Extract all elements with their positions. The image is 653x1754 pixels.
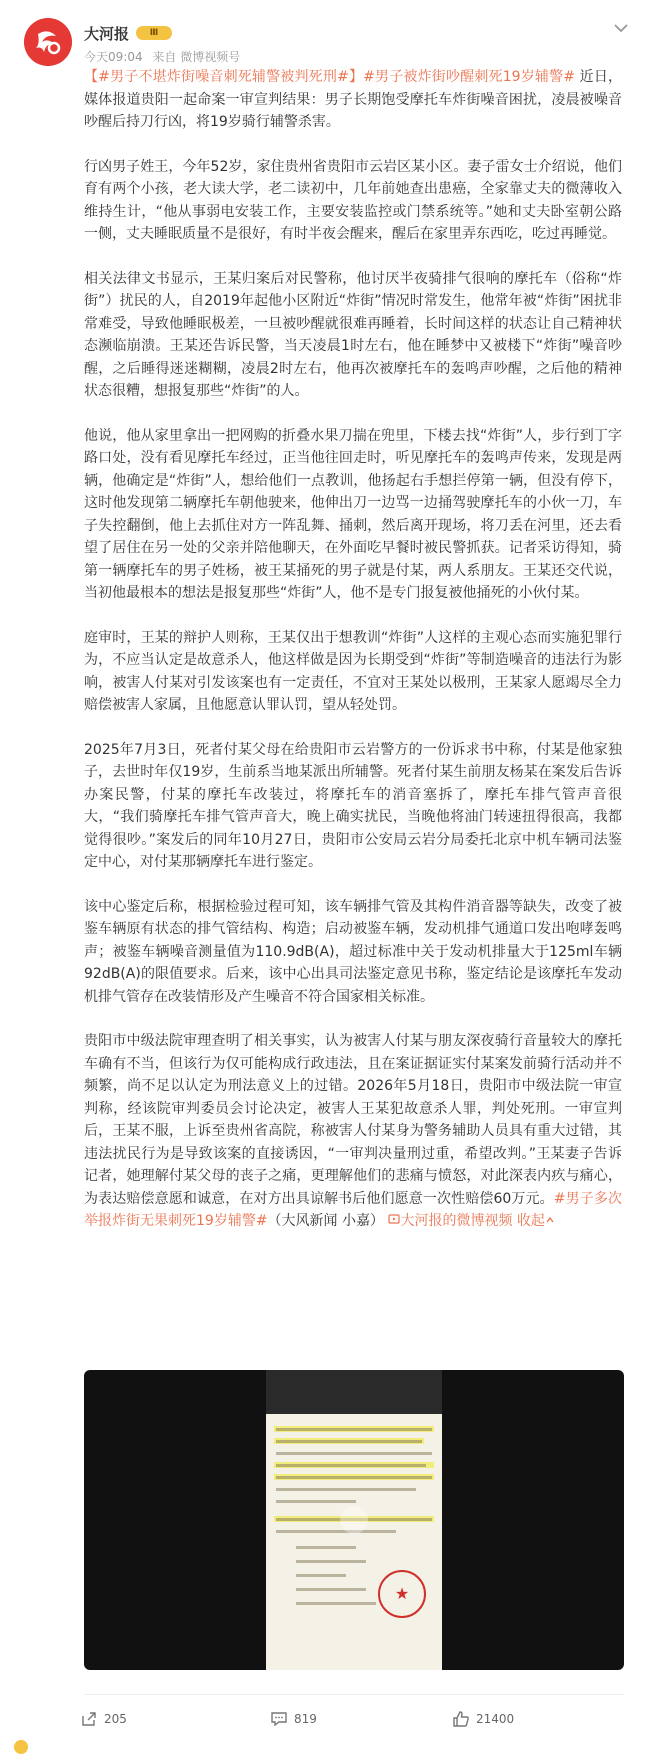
paragraph-3: 相关法律文书显示，王某归案后对民警称，他讨厌半夜骑排气很响的摩托车（俗称“炸街”）扰民的人，自2019年起他小区附近“炸街”情况时常发生，他常年被“炸街”困扰非常难受，导致他睡眠极差，一旦被吵醒就很难再睡着，长时间这样的状态让自己精神状态濒临崩溃。王某还告诉民警，当天凌晨1时左右，他在睡梦中又被楼下“炸街”噪音吵醒，之后睡得迷迷糊糊，凌晨2时左右，他再次被摩托车的轰鸣声吵醒，之后他的精神状态很糟，想报复那些“炸街”的人。: [84, 270, 622, 399]
repost-count: 205: [104, 1712, 127, 1726]
thumbs-up-icon: [452, 1710, 470, 1728]
like-button[interactable]: [452, 1701, 514, 1737]
member-badge: Ⅲ: [136, 26, 172, 40]
dahebao-logo-icon: [24, 18, 72, 66]
post-content: [84, 66, 622, 1255]
author-name[interactable]: 大河报: [84, 25, 130, 43]
like-count: 21400: [476, 1712, 515, 1726]
paragraph-4: 他说，他从家里拿出一把网购的折叠水果刀揣在兜里，下楼去找“炸街”人，步行到丁字路口处，没有看见摩托车经过，正当他往回走时，听见摩托车的轰鸣声传来，发现是两辆，他确定是“炸街”人，想给他们一点教训，他扬起右手想拦停第一辆，但没有停下，这时他发现第二辆摩托车朝他驶来，他伸出刀一边骂一边捅驾驶摩托车的小伙一刀，车子失控翻倒，他上去抓住对方一阵乱舞、捅刺，然后离开现场，将刀丢在河里，还去看望了居住在另一处的父亲并陪他聊天，在外面吃早餐时被民警抓获。记者采访得知，骑第一辆摩托车的男子姓杨，被王某捅死的男子就是付某，两人系朋友。王某还交代说，当初他最根本的想法是报复那些“炸街”人，他不是专门报复被他捅死的小伙付某。: [84, 427, 622, 601]
play-icon[interactable]: [340, 1506, 368, 1534]
paragraph-5: 庭审时，王某的辩护人则称，王某仅出于想教训“炸街”人这样的主观心态而实施犯罪行为，不应当认定是故意杀人，他这样做是因为长期受到“炸街”等制造噪音的违法行为影响，被害人付某对引发该案也有一定责任，不宜对王某处以极刑，王某家人愿竭尽全力赔偿被害人家属，且他愿意认罪认罚，望从轻处罚。: [84, 629, 622, 713]
paragraph-1: [84, 66, 622, 134]
repost-button[interactable]: [80, 1701, 127, 1737]
hashtag-link[interactable]: #男子被炸街吵醒刺死19岁辅警#: [363, 69, 575, 85]
hashtag-link[interactable]: 【#男子不堪炸街噪音刺死辅警被判死刑#】: [84, 69, 364, 85]
next-post-avatar: [14, 1740, 28, 1754]
comment-button[interactable]: [270, 1701, 317, 1737]
action-bar: [0, 1701, 653, 1737]
repost-icon: [80, 1710, 98, 1728]
paragraph-text: 近日，媒体报道贵阳一起命案一审宣判结果：男子长期饱受摩托车炸街噪音困扰，凌晨被噪音吵醒后持刀行凶，将19岁骑行辅警杀害。: [84, 69, 623, 130]
chevron-up-icon: [545, 1215, 555, 1225]
paragraph-8: [84, 1030, 622, 1233]
comment-icon: [270, 1710, 288, 1728]
paragraph-text: 贵阳市中级法院审理查明了相关事实，认为被害人付某与朋友深夜骑行音量较大的摩托车确有不当，但该行为仅可能构成行政违法，且在案证据证实付某案发前骑行活动并不频繁，尚不足以认定为刑法意义上的过错。2026年5月18日，贵阳市中级法院一审宣判称，经该院审判委员会讨论决定，被害人王某犯故意杀人罪，判处死刑。一审宣判后，王某不服，上诉至贵州省高院，称被害人付某身为警务辅助人员具有重大过错，其违法扰民行为是导致该案的直接诱因，“一审判决量刑过重，希望改判。”王某妻子告诉记者，她理解付某父母的丧子之痛，更理解他们的悲痛与愤怒，对此深表内疚与痛心，为表达赔偿意愿和诚意，在对方出具谅解书后他们愿意一次性赔偿60万元。: [84, 1033, 622, 1207]
video-link-label: 大河报的微博视频: [400, 1213, 513, 1229]
video-player[interactable]: [84, 1370, 624, 1670]
post-meta: [84, 48, 246, 65]
collapse-label: 收起: [516, 1213, 545, 1229]
paragraph-6: 2025年7月3日，死者付某父母在给贵阳市云岩警方的一份诉求书中称，付某是他家独子，去世时年仅19岁，生前系当地某派出所辅警。死者付某生前朋友杨某在案发后告诉办案民警，付某的摩托车改装过，将摩托车的消音塞拆了，摩托车排气管声音很大，“我们骑摩托车排气管声音大，晚上确实扰民，当晚他将油门转速扭得很高，我都觉得很吵。”案发后的同年10月27日，贵阳市公安局云岩分局委托北京中机车辆司法鉴定中心，对付某那辆摩托车进行鉴定。: [84, 741, 622, 870]
video-link[interactable]: [388, 1213, 512, 1229]
comment-count: 819: [294, 1712, 317, 1726]
paragraph-7: 该中心鉴定后称，根据检验过程可知，该车辆排气管及其构件消音器等缺失，改变了被鉴车辆原有状态的排气管结构、构造；启动被鉴车辆，发动机排气通道口发出咆哮轰鸣声；被鉴车辆噪音测量值为110.9dB(A)，超过标准中关于发动机排量大于125ml车辆92dB(A)的限值要求。后来，该中心出具司法鉴定意见书称，鉴定结论是该摩托车发动机排气管存在改装情形及产生噪音不符合国家相关标准。: [84, 898, 622, 1005]
video-icon: [388, 1213, 400, 1225]
paragraph-2: 行凶男子姓王，今年52岁，家住贵州省贵阳市云岩区某小区。妻子雷女士介绍说，他们育有两个小孩，老大读大学，老二读初中，几年前她查出患癌，全家靠丈夫的微薄收入维持生计，“他从事弱电安装工作，主要安装监控或门禁系统等。”她和丈夫卧室朝公路一侧，丈夫睡眠质量不是很好，有时半夜会醒来，醒后在家里弄东西吃，吃过再睡觉。: [84, 158, 622, 242]
hashtag-link[interactable]: #男子多次举报炸街无果刺死19岁辅警#: [84, 1190, 623, 1229]
collapse-button[interactable]: [517, 1213, 555, 1229]
divider: [84, 1694, 624, 1695]
post-source[interactable]: 来自 微博视频号: [152, 50, 241, 64]
source-credit: （大风新闻 小嘉）: [267, 1213, 384, 1229]
red-seal-icon: ★: [378, 1570, 426, 1618]
post-time: 今天09:04: [84, 50, 143, 64]
avatar[interactable]: [24, 18, 72, 66]
chevron-down-icon[interactable]: [611, 18, 631, 38]
